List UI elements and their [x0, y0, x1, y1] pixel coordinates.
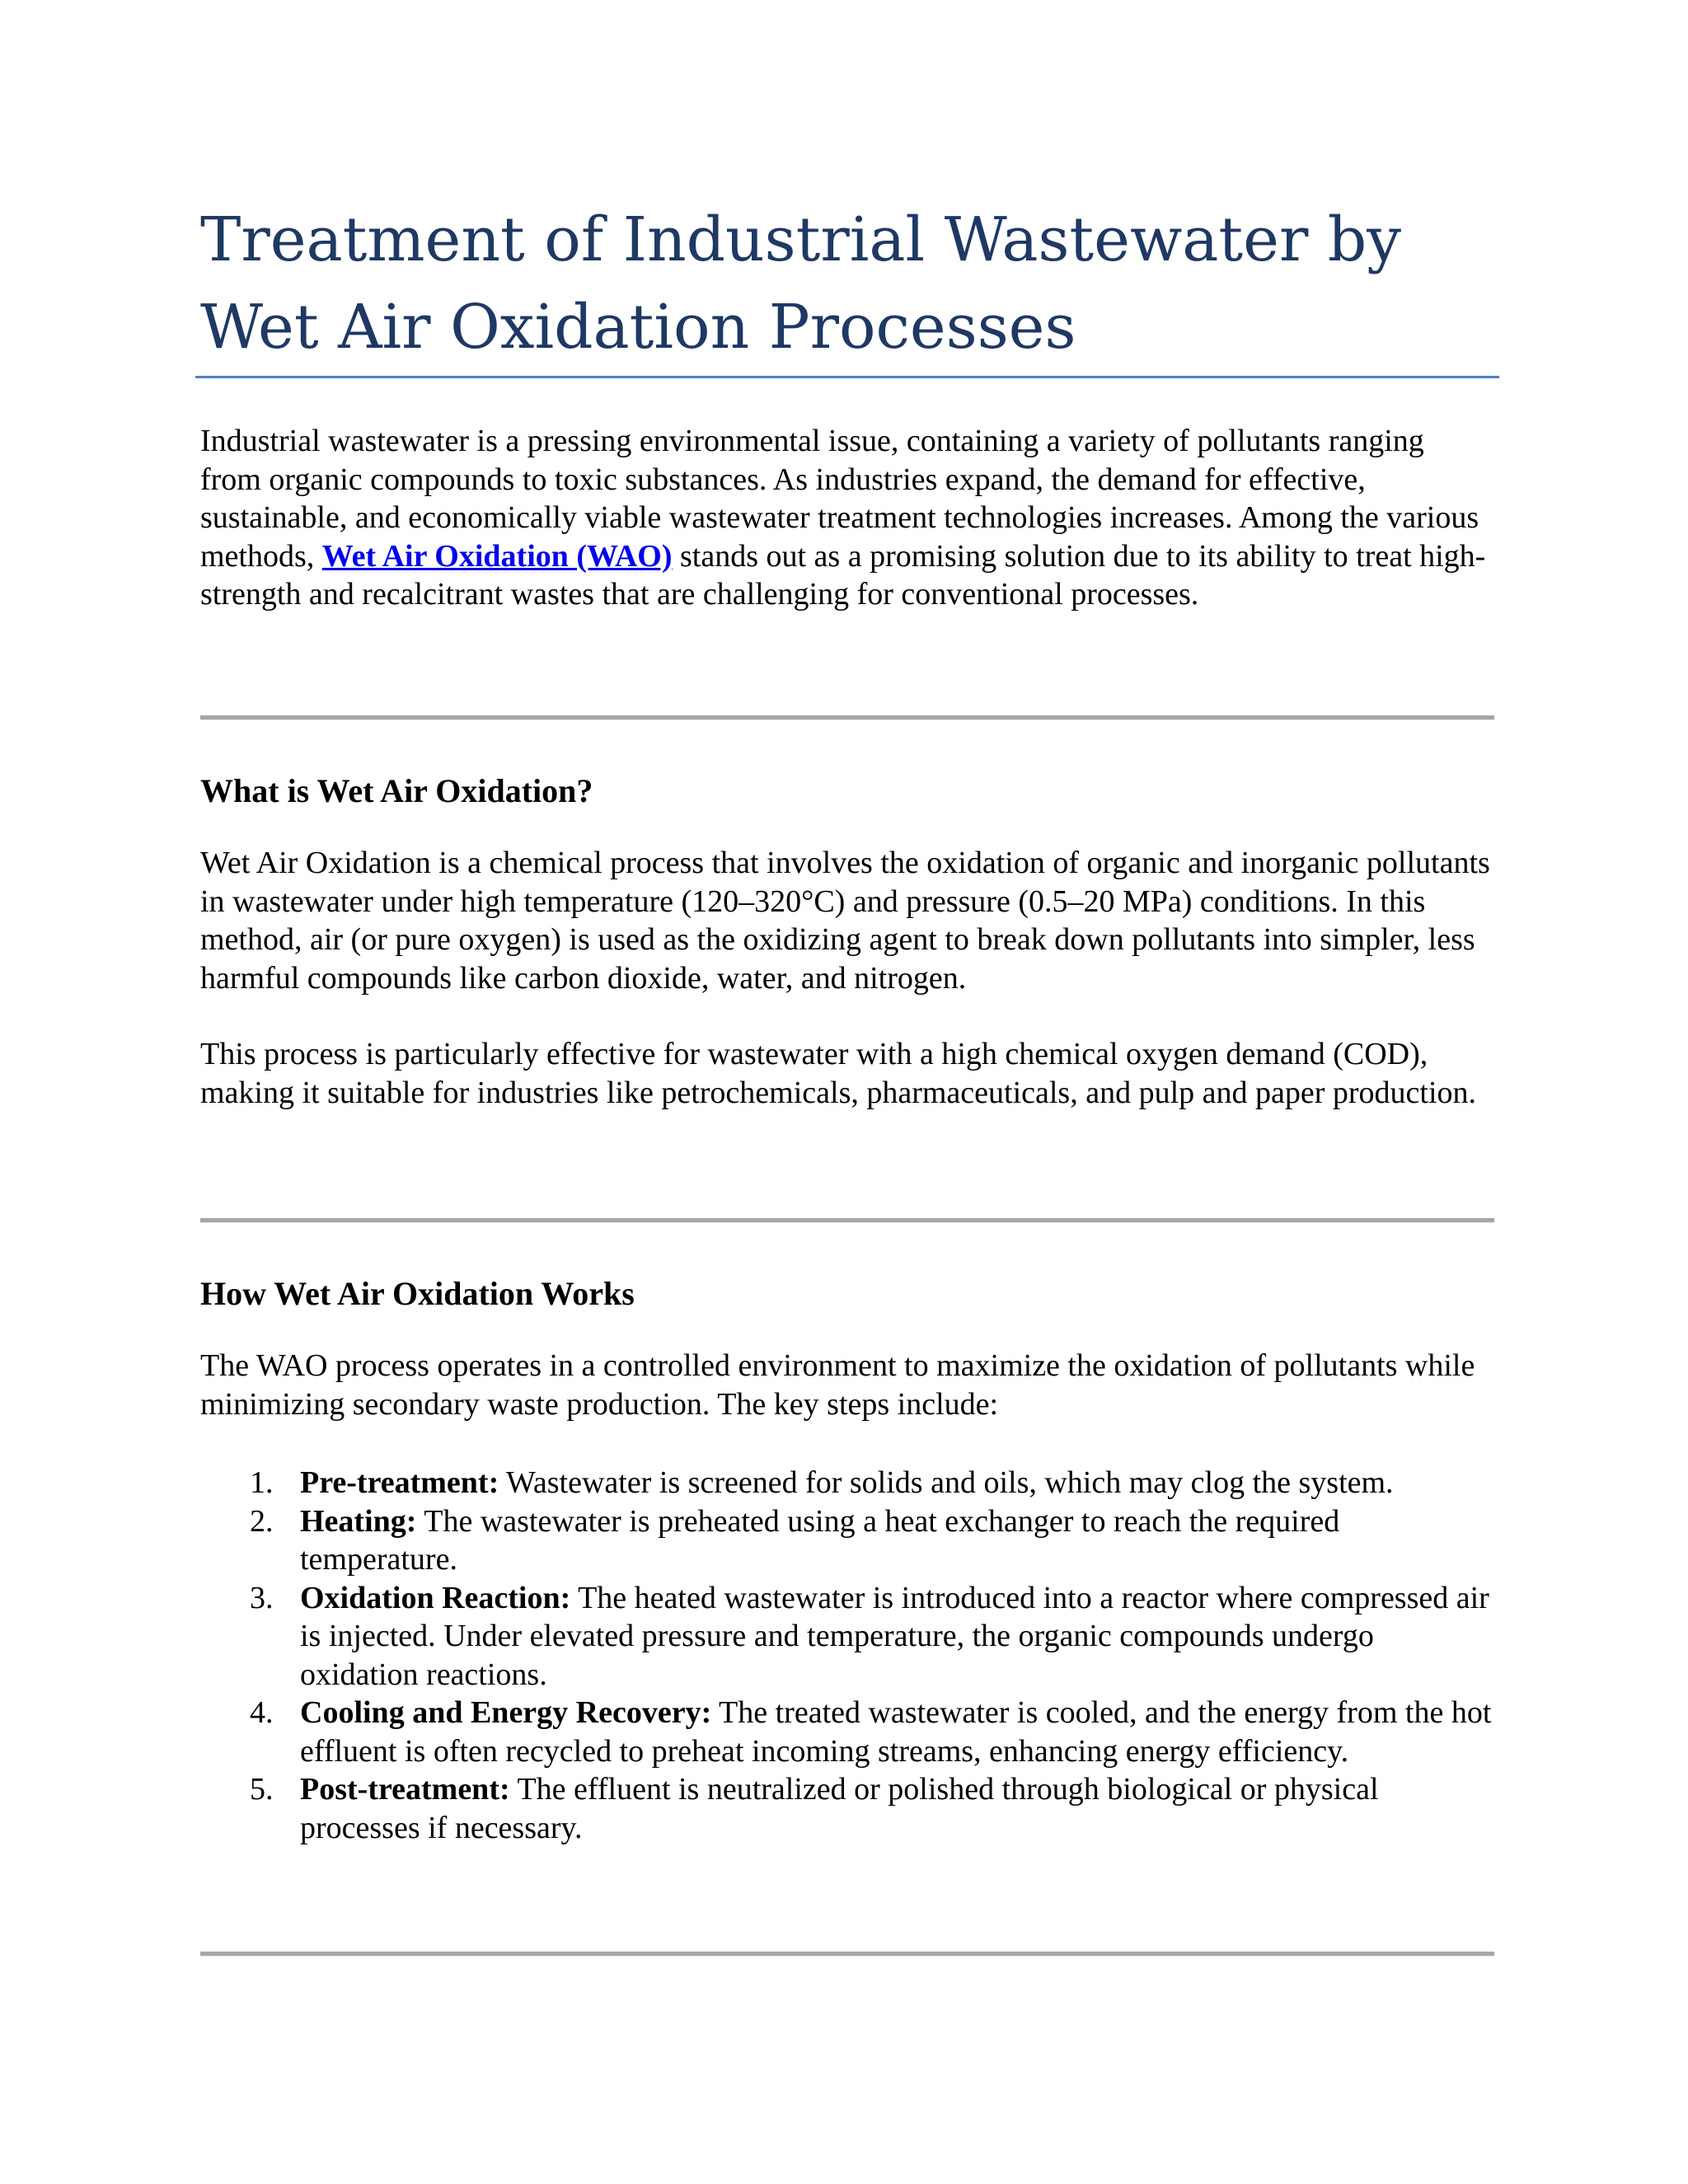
- how-wao-works-paragraph: The WAO process operates in a controlled environment to maximize the oxidation of pollutants while minimizing secondary waste production. The key steps include:: [200, 1348, 1475, 1422]
- process-steps-list: [200, 1464, 1494, 1847]
- list-item: [200, 1694, 1494, 1770]
- what-is-wao-paragraph-1: Wet Air Oxidation is a chemical process that involves the oxidation of organic and inorganic pollutants in wastewater under high temperature (120–320°C) and pressure (0.5–20 MPa) conditions. In this method, air (or pure oxygen) is used as the oxidizing agent to break down pollutants into simpler, less harmful compounds like carbon dioxide, water, and nitrogen.: [200, 846, 1490, 996]
- step-label: Oxidation Reaction:: [300, 1580, 571, 1615]
- step-text: The treated wastewater is cooled, and the energy from the hot effluent is often recycled to preheat incoming streams, enhancing energy efficiency.: [300, 1695, 1492, 1769]
- title-line-1: Treatment of Industrial Wastewater by: [200, 204, 1402, 275]
- section-heading-what-is-wao: What is Wet Air Oxidation?: [200, 772, 593, 809]
- step-number: 4.: [250, 1695, 274, 1730]
- section-divider-1: [200, 715, 1494, 720]
- page-title: [200, 196, 1499, 371]
- list-item: [200, 1464, 1494, 1502]
- step-number: 3.: [250, 1580, 274, 1615]
- title-line-2: Wet Air Oxidation Processes: [200, 292, 1076, 363]
- step-number: 5.: [250, 1772, 274, 1807]
- step-label: Post-treatment:: [300, 1772, 510, 1807]
- step-text: The wastewater is preheated using a heat exchanger to reach the required temperature.: [300, 1503, 1340, 1577]
- title-underline: [195, 376, 1499, 378]
- list-item: [200, 1579, 1494, 1694]
- step-label: Heating:: [300, 1503, 417, 1539]
- step-label: Pre-treatment:: [300, 1465, 499, 1500]
- wao-link[interactable]: Wet Air Oxidation (WAO): [321, 538, 673, 574]
- list-item: [200, 1502, 1494, 1579]
- section-divider-2: [200, 1218, 1494, 1223]
- list-item: [200, 1770, 1494, 1847]
- what-is-wao-paragraph-2: This process is particularly effective for wastewater with a high chemical oxygen demand (COD), making it suitable for industries like petrochemicals, pharmaceuticals, and pulp and paper production.: [200, 1037, 1477, 1110]
- section-divider-3: [200, 1952, 1494, 1957]
- section-heading-how-wao-works: How Wet Air Oxidation Works: [200, 1275, 635, 1312]
- step-label: Cooling and Energy Recovery:: [300, 1695, 712, 1730]
- step-number: 1.: [250, 1465, 274, 1500]
- intro-paragraph: [200, 422, 1490, 614]
- step-text: The effluent is neutralized or polished through biological or physical processes if necessary.: [300, 1772, 1379, 1845]
- step-text: The heated wastewater is introduced into a reactor where compressed air is injected. Under elevated pressure and temperature, the organic compounds undergo oxidation reactions.: [300, 1580, 1489, 1692]
- step-number: 2.: [250, 1503, 274, 1539]
- intro-text-after-link: stands out as a promising solution due to its ability to treat high-strength and recalcitrant wastes that are challenging for conventional processes.: [200, 538, 1486, 612]
- intro-text-before-link: Industrial wastewater is a pressing environmental issue, containing a variety of pollutants ranging from organic compounds to toxic substances. As industries expand, the demand for effective, sustainable, and economically viable wastewater treatment technologies increases. Among the various methods,: [200, 424, 1479, 574]
- step-text: Wastewater is screened for solids and oils, which may clog the system.: [499, 1465, 1394, 1500]
